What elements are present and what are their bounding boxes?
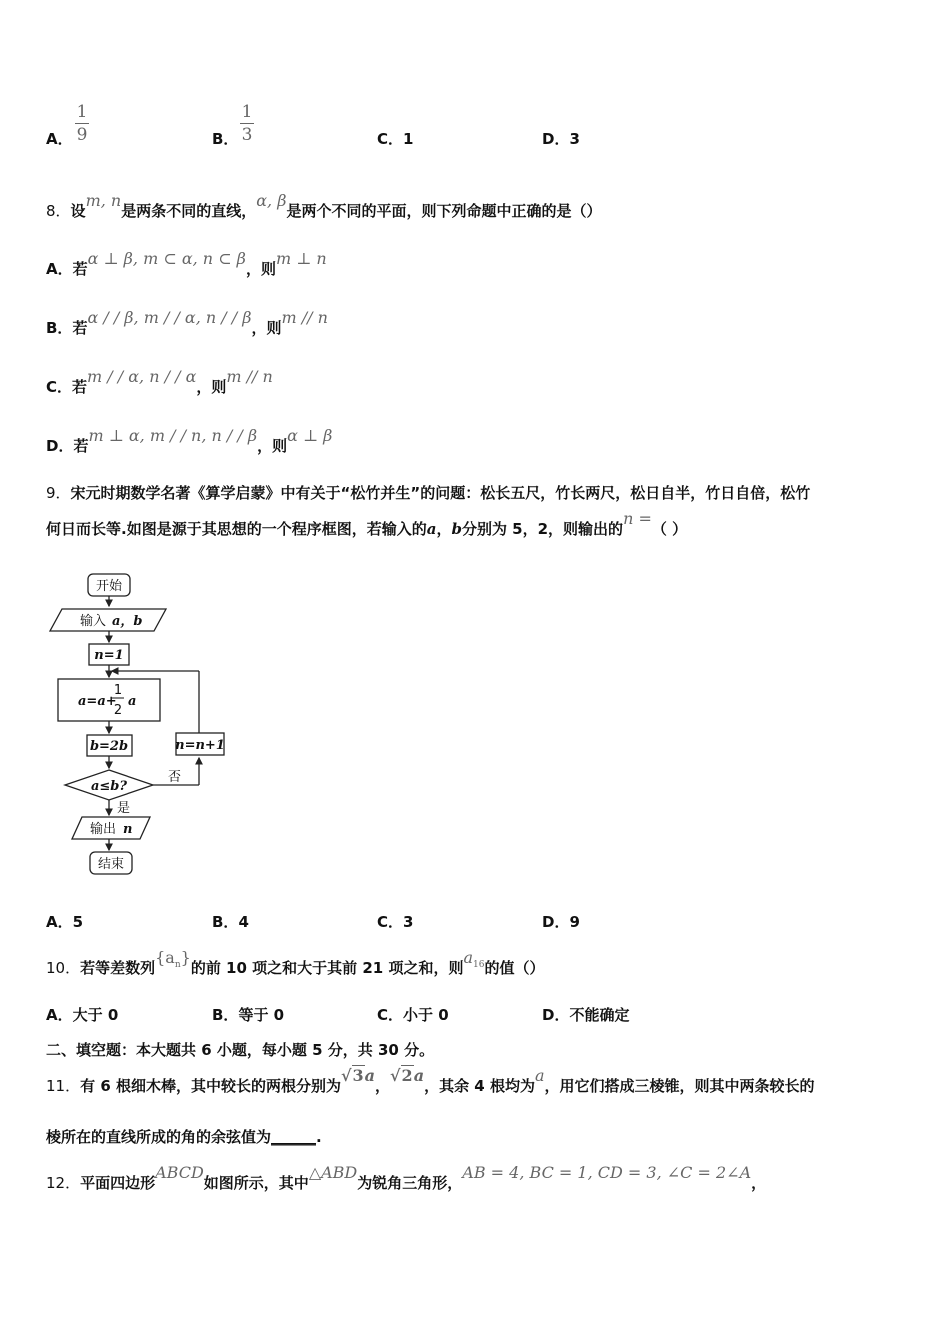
q11-stem-line1: 11．有 6 根细木棒，其中较长的两根分别为√3a，√2a，其余 4 根均为a，用它们搭成三棱锥，则其中两条较长的 [46, 1066, 815, 1095]
q9-option-d: D．9 [542, 913, 580, 931]
q10-option-c: C．小于 0 [377, 1006, 449, 1024]
q10-option-b: B．等于 0 [212, 1006, 285, 1024]
flow-update-a-den: 2 [113, 703, 123, 718]
flow-no-label: 否 [168, 770, 182, 785]
q9-flowchart [40, 565, 240, 880]
q7-option-c: C．1 [377, 130, 414, 148]
flow-init-label: n=1 [94, 648, 124, 663]
q7-option-b-fraction: 1 3 [241, 102, 253, 145]
q7-option-a-fraction: 1 9 [76, 102, 88, 145]
q10-option-d: D．不能确定 [542, 1006, 630, 1024]
q8-option-d: D．若m ⊥ α, m / / n, n / / β，则α ⊥ β [46, 426, 333, 455]
q8-option-c: C．若m / / α, n / / α，则m // n [46, 367, 273, 396]
sqrt3a: √3a [340, 1066, 376, 1085]
flow-end-label: 结束 [97, 857, 125, 872]
flow-update-n-label: n=n+1 [175, 738, 225, 753]
q7-option-d: D．3 [542, 130, 580, 148]
q8-option-a: A．若α ⊥ β, m ⊂ α, n ⊂ β，则m ⊥ n [46, 249, 327, 278]
q10-stem: 10．若等差数列$\{a_n\}$的前 10 项之和大于其前 21 项之和，则$a_{16}$的值（） [46, 948, 545, 977]
q8-option-b: B．若α / / β, m / / α, n / / β，则m // n [46, 308, 328, 337]
q11-stem-line2: 棱所在的直线所成的角的余弦值为______. [46, 1128, 322, 1146]
flow-update-a-num: 1 [113, 683, 123, 698]
flow-output-label: 输出 [90, 822, 117, 837]
flow-update-a-lhs: a=a+ [78, 694, 117, 709]
flow-update-b-label: b=2b [89, 739, 129, 754]
flow-start-label: 开始 [95, 579, 123, 594]
q10-option-a: A．大于 0 [46, 1006, 119, 1024]
q9-option-b: B．4 [212, 913, 249, 931]
flow-update-a-var: a [128, 694, 137, 709]
q8-stem: 8．设m, n是两条不同的直线，α, β是两个不同的平面，则下列命题中正确的是（） [46, 191, 602, 220]
flow-input-label: 输入 [80, 614, 107, 629]
answer-blank: ______ [271, 1128, 317, 1146]
sqrt2a: √2a [390, 1066, 425, 1085]
q9-option-a: A．5 [46, 913, 84, 931]
q12-stem: 12．平面四边形ABCD如图所示，其中△ABD为锐角三角形，AB = 4, BC = 1, CD = 3, ∠C = 2∠A， [46, 1163, 767, 1192]
flow-input-vars: a，b [112, 614, 143, 629]
flow-input-box [50, 609, 166, 631]
section-heading: 二、填空题：本大题共 6 小题，每小题 5 分，共 30 分。 [46, 1041, 435, 1059]
q7-option-a: A． [46, 130, 73, 148]
flow-condition-label: a≤b? [90, 779, 128, 794]
flow-yes-label: 是 [117, 801, 131, 816]
q9-stem-line2: 何日而长等.如图是源于其思想的一个程序框图，若输入的a，b分别为 5，2，则输出的n =（ ） [46, 509, 688, 538]
q9-option-c: C．3 [377, 913, 414, 931]
q9-stem-line1: 9．宋元时期数学名著《算学启蒙》中有关于“松竹并生”的问题：松长五尺，竹长两尺，松日自半，竹日自倍，松竹 [46, 484, 811, 502]
q7-option-b: B． [212, 130, 239, 148]
flow-output-var: n [123, 822, 133, 837]
